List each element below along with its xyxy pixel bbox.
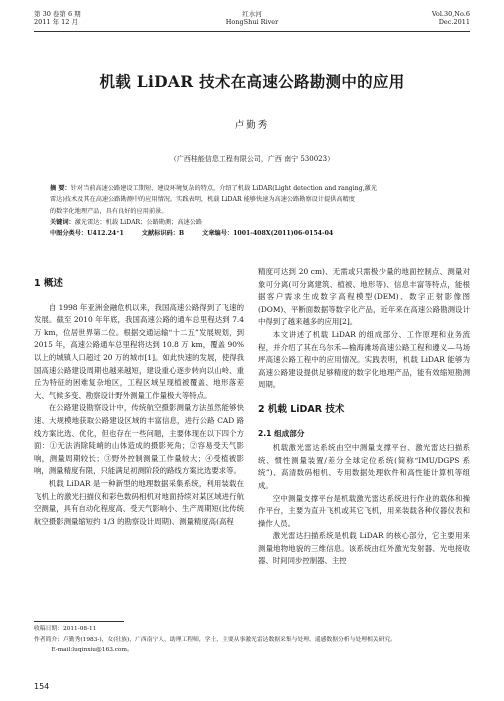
keywords-text: 激光雷达；机载 LiDAR；公路勘测；高速公路	[74, 218, 203, 226]
journal-name-cn: 红水河	[242, 10, 262, 18]
journal-name-en: HongShui River	[225, 18, 279, 26]
running-header	[34, 10, 470, 32]
author-name: 卢勤秀	[234, 120, 270, 131]
footnote	[34, 624, 470, 656]
page-number: 154	[34, 682, 50, 691]
section-1-heading: 1 概述	[34, 278, 63, 289]
body-paragraph: 本文讲述了机载 LiDAR 的组成部分、工作原理和业务流程，并介绍了其在乌尔禾—榆海滩场高速公路工程和遵义—马场坪高速公路工程中的应用情况。实践表明，机载 LiDAR 能够为高速公路建设提供足够精度的数字化地理产品，能有效缩短勘测周期。	[258, 329, 470, 390]
volume-issue-en: Vol.30,No.6	[431, 10, 470, 18]
body-paragraph: 空中测量支撑平台是机载激光雷达系统进行作业的载体和操作平台，主要为直升飞机或其它飞机，用来装载各种仪器仪表和操作人员。	[258, 493, 470, 528]
body-paragraph: 激光雷达扫描系统是机载 LiDAR 的核心部分，它主要用来测量地物地貌的三维信息。该系统由红外激光发射器、光电接收器、时间同步控制器、主控	[258, 531, 470, 566]
abstract-label: 摘 要：	[50, 185, 71, 192]
header-rule	[34, 31, 470, 32]
subsection-2-1-heading: 2.1 组成部分	[258, 428, 305, 438]
header-center	[34, 10, 470, 26]
abstract-line: 雷达)技术及其在高速公路勘测中的应用情况。实践表明，机载 LiDAR 能够快速为高速公路勘察设计提供高精度	[50, 196, 355, 204]
article-id: 文章编号：1001-408X(2011)06-0154-04	[202, 230, 334, 238]
body-paragraph: 精度可达到 20 cm)、无需或只需极少量的地面控制点、测量对象可分离(可分离建筑、植被、地形等)、信息丰富等特点，能根据客户需求生成数字高程模型(DEM)、数字正射影像图(DOM)、平断面数据等数字化产品，近年来在高速公路勘测设计中得到了越来越多的应用[2]。	[258, 267, 470, 327]
author-affiliation: （广西桂能信息工程有限公司，广西 南宁 530023）	[169, 155, 335, 163]
received-date: 收稿日期：2011-08-11	[34, 626, 97, 632]
section-2-heading: 2 机载 LiDAR 技术	[258, 403, 345, 415]
body-paragraph: 机载 LiDAR 是一种新型的地理数据采集系统，利用装载在飞机上的激光扫描仪和彩色数码相机对地面持续对某区域进行航空测量，具有自动化程度高、受天气影响小、生产周期短(比传统航空摄影测量缩短约 1/3 的勘察设计周期)、测量精度高(高程	[34, 478, 244, 526]
footnote-rule	[34, 621, 124, 622]
keywords-line	[50, 217, 458, 228]
body-paragraph: 自 1998 年亚洲金融危机以来，我国高速公路得到了飞速的发展。截至 2010 年年底，我国高速公路的通车总里程达到 7.4 万 km，位居世界第二位。根据交通运输“十二五”发展规划，到 2015 年，高速公路通车总里程将达到 10.8 万 km，覆盖 90%以上的城镇人口超过 20 万的城市[1]。如此快速的发展，使得我国高速公路建设周期也越来越短，建设重心逐步转向以山岭、重丘为特征的困难复杂地区，工程区域呈现植被覆盖、地形落差大、气候多变、勘察设计野外测量工作量极大等特点。	[34, 302, 244, 400]
classification-line	[50, 228, 458, 239]
keywords-label: 关键词：	[50, 218, 75, 226]
abstract-block	[50, 183, 458, 239]
author-email: E-mail:luqinxiu@163.com。	[51, 647, 133, 654]
volume-issue: 第 30 卷第 6 期	[34, 10, 81, 18]
abstract-line: 的数字化地理产品，具有良好的应用前景。	[50, 207, 168, 215]
clc-number: 中图分类号：U412.24⁺1	[50, 230, 124, 238]
body-paragraph: 机载激光雷达系统由空中测量支撑平台、激光雷达扫描系统、惯性测量装置/差分全球定位系统(简称“IMU/DGPS 系统”)、高清数码相机、专用数据处理软件和高性能计算机等组成。	[258, 443, 470, 490]
issue-date: 2011 年 12 月	[34, 18, 79, 26]
right-column	[258, 266, 470, 568]
body-paragraph: 在公路建设勘察设计中，传统航空摄影测量方法虽然能够快速、大规模地获取公路建设区域的丰富信息，进行公路 CAD 路线方案比选、优化，但也存在一些问题，主要体现在以下四个方面：①无法消除陡峭的山体造成的摄影死角；②容易受天气影响，测量周期较长；③野外控制测量工作量较大；④受植被影响，测量精度有限，只能满足初测阶段的路线方案比选要求等。	[34, 403, 244, 476]
document-code: 文献标识码：B	[141, 230, 185, 238]
author-bio: 作者简介：卢勤秀(1983-)，女(壮族)，广西南宁人，助理工程师，学士，主要从事激光雷达数据采集与处理、遥感数据分析与处理相关研究。	[34, 636, 396, 643]
issue-date-en: Dec.2011	[438, 18, 470, 26]
abstract-line: 摘 要：针对当前高速公路建设工期短、建设环境复杂的特点，介绍了机载 LiDAR(Light detection and ranging,激光	[50, 185, 378, 192]
header-right	[432, 10, 470, 26]
paper-title: 机载 LiDAR 技术在高速公路勘测中的应用	[99, 72, 405, 91]
left-column	[34, 266, 244, 528]
